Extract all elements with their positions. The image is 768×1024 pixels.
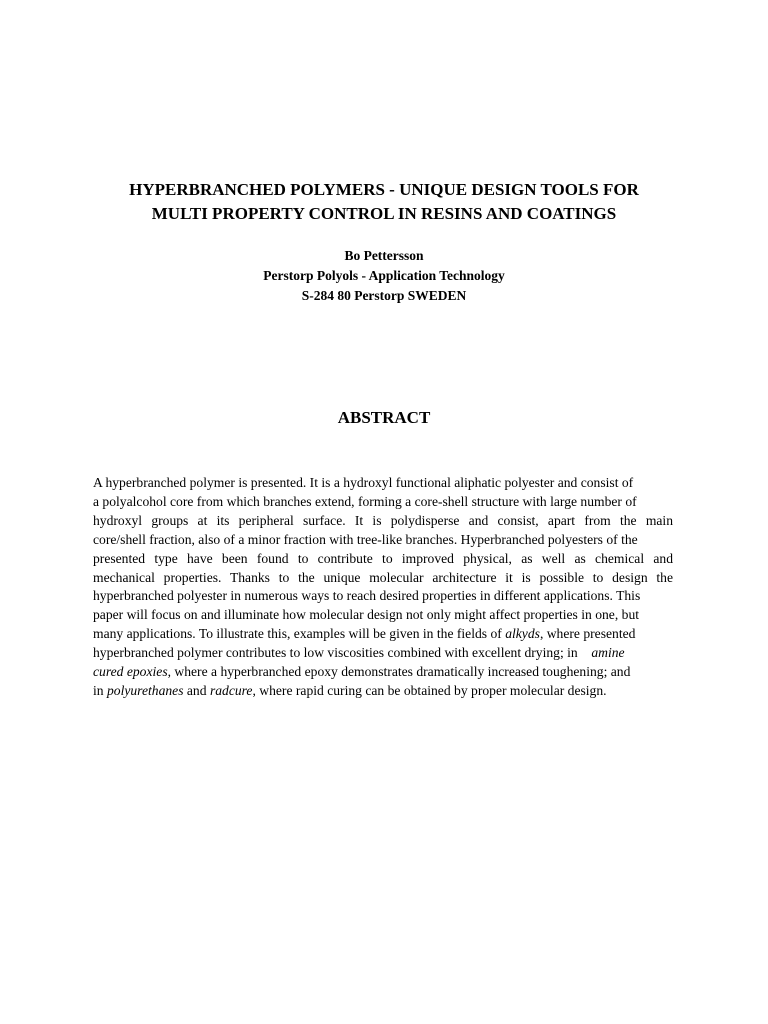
author-affiliation: Perstorp Polyols - Application Technology (263, 268, 505, 283)
abstract-heading: ABSTRACT (337, 408, 431, 427)
abstract-line: A hyperbranched polymer is presented. It is a hydroxyl functional aliphatic polyester and consist of (93, 475, 634, 490)
abstract-line: core/shell fraction, also of a minor fraction with tree-like branches. Hyperbranched polyesters of the (93, 531, 638, 547)
title-line-1: HYPERBRANCHED POLYMERS - UNIQUE DESIGN TOOLS FOR (129, 180, 639, 199)
author-address: S-284 80 Perstorp SWEDEN (301, 288, 467, 303)
abstract-term-radcure: radcure (209, 682, 253, 698)
abstract-line: hyperbranched polyester in numerous ways to reach desired properties in different applications. This (93, 588, 641, 604)
title-line-2: MULTI PROPERTY CONTROL IN RESINS AND COATINGS (151, 204, 617, 223)
abstract-term-polyurethanes: polyurethanes (106, 682, 184, 698)
abstract-term-cured-epoxies: cured epoxies (93, 664, 168, 680)
abstract-line: a polyalcohol core from which branches extend, forming a core-shell structure with large number of (93, 493, 637, 509)
author-block (80, 246, 688, 306)
abstract-line (93, 682, 673, 701)
abstract-text: , where a hyperbranched epoxy demonstrates dramatically increased toughening; and (167, 664, 631, 680)
abstract-text: many applications. To illustrate this, examples will be given in the fields of (93, 626, 506, 642)
abstract-text: in (93, 682, 107, 698)
abstract-text: and (183, 682, 210, 698)
author-name: Bo Pettersson (344, 248, 424, 263)
abstract-term-alkyds: alkyds (505, 626, 540, 642)
abstract-text: , where presented (539, 626, 636, 642)
abstract-line (93, 625, 673, 644)
abstract-text: , where rapid curing can be obtained by proper molecular design. (252, 682, 607, 698)
abstract-line: hydroxyl groups at its peripheral surface. It is polydisperse and consist, apart from the main (93, 512, 673, 528)
abstract-line: mechanical properties. Thanks to the unique molecular architecture it is possible to design the (93, 569, 673, 585)
paper-title (80, 178, 688, 226)
abstract-line (93, 663, 673, 682)
abstract-line (93, 644, 673, 663)
abstract-line: presented type have been found to contribute to improved physical, as well as chemical and (93, 550, 673, 566)
abstract-text: hyperbranched polymer contributes to low viscosities combined with excellent drying; in (93, 645, 582, 661)
abstract-term-amine: amine (591, 645, 625, 661)
abstract-line: paper will focus on and illuminate how molecular design not only might affect properties in one, but (93, 607, 640, 623)
abstract-body (93, 474, 673, 701)
